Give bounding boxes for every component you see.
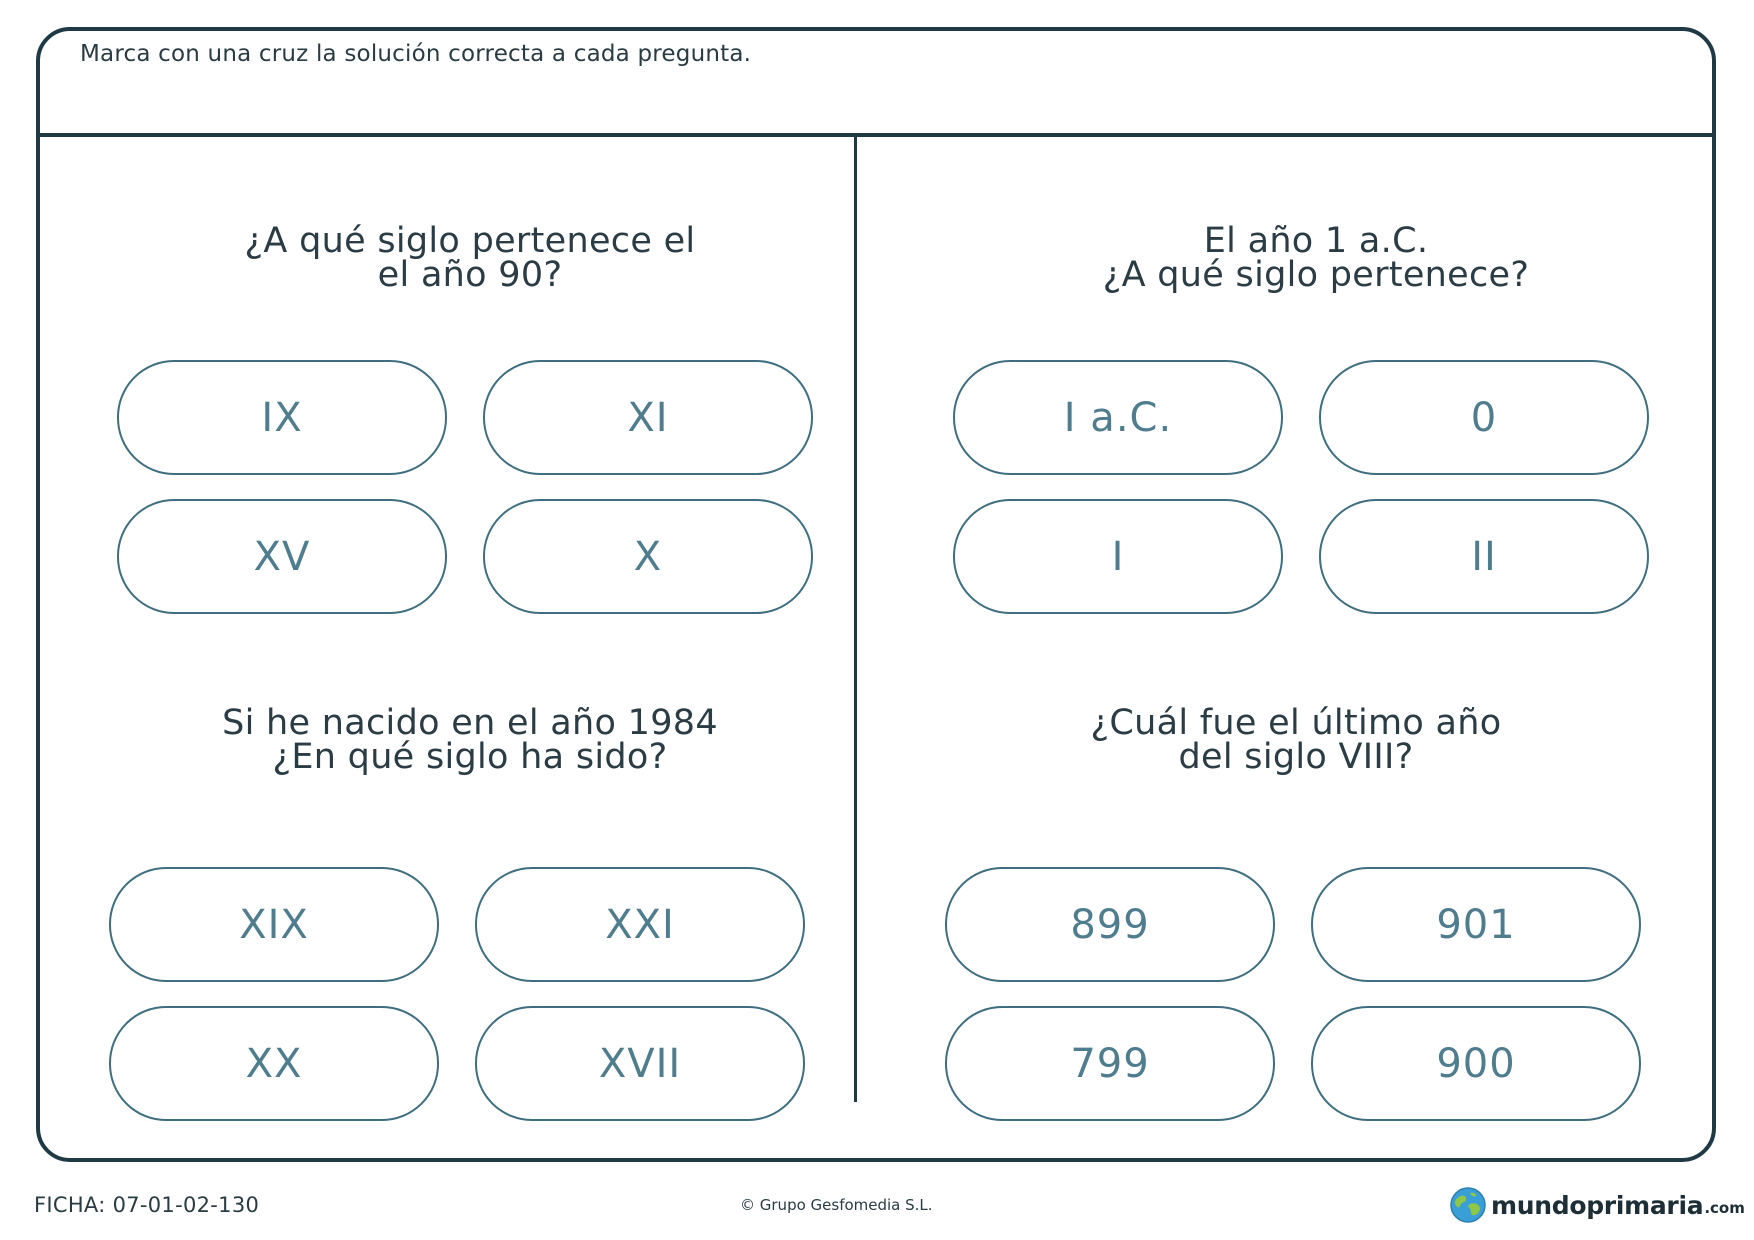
question-4-option-b[interactable]: 901 <box>1311 867 1641 982</box>
question-3-option-a[interactable]: XIX <box>109 867 439 982</box>
question-1-line-1: ¿A qué siglo pertenece el <box>244 221 696 261</box>
question-4-option-a[interactable]: 899 <box>945 867 1275 982</box>
brand-tld: .com <box>1704 1199 1745 1217</box>
question-4-line-1: ¿Cuál fue el último año <box>1090 703 1502 743</box>
question-1-line-2: el año 90? <box>377 255 563 295</box>
copyright-text: © Grupo Gesfomedia S.L. <box>740 1196 933 1214</box>
instruction-text: Marca con una cruz la solución correcta a cada pregunta. <box>80 41 752 67</box>
brand-logo[interactable] <box>1450 1187 1745 1223</box>
question-2-option-d[interactable]: II <box>1319 499 1649 614</box>
question-3-line-1: Si he nacido en el año 1984 <box>222 703 718 743</box>
worksheet-code: FICHA: 07-01-02-130 <box>34 1193 260 1217</box>
question-3-option-c[interactable]: XX <box>109 1006 439 1121</box>
question-1-option-c[interactable]: XV <box>117 499 447 614</box>
question-1-option-b[interactable]: XI <box>483 360 813 475</box>
question-2-line-1: El año 1 a.C. <box>1203 221 1429 261</box>
question-3-option-d[interactable]: XVII <box>475 1006 805 1121</box>
question-1-option-a[interactable]: IX <box>117 360 447 475</box>
question-2-option-c[interactable]: I <box>953 499 1283 614</box>
question-4 <box>996 703 1596 777</box>
brand-name: mundoprimaria <box>1491 1190 1704 1220</box>
column-divider <box>854 134 857 1102</box>
question-1-option-d[interactable]: X <box>483 499 813 614</box>
question-2-option-b[interactable]: 0 <box>1319 360 1649 475</box>
question-2-line-2: ¿A qué siglo pertenece? <box>1102 255 1530 295</box>
globe-logo-icon <box>1450 1187 1486 1223</box>
question-3 <box>170 703 770 777</box>
question-3-line-2: ¿En qué siglo ha sido? <box>272 737 668 777</box>
question-3-option-b[interactable]: XXI <box>475 867 805 982</box>
question-2 <box>1016 221 1616 295</box>
question-4-line-2: del siglo VIII? <box>1178 737 1414 777</box>
question-4-option-c[interactable]: 799 <box>945 1006 1275 1121</box>
question-1 <box>170 221 770 295</box>
header-divider <box>40 133 1712 137</box>
question-4-option-d[interactable]: 900 <box>1311 1006 1641 1121</box>
question-2-option-a[interactable]: I a.C. <box>953 360 1283 475</box>
